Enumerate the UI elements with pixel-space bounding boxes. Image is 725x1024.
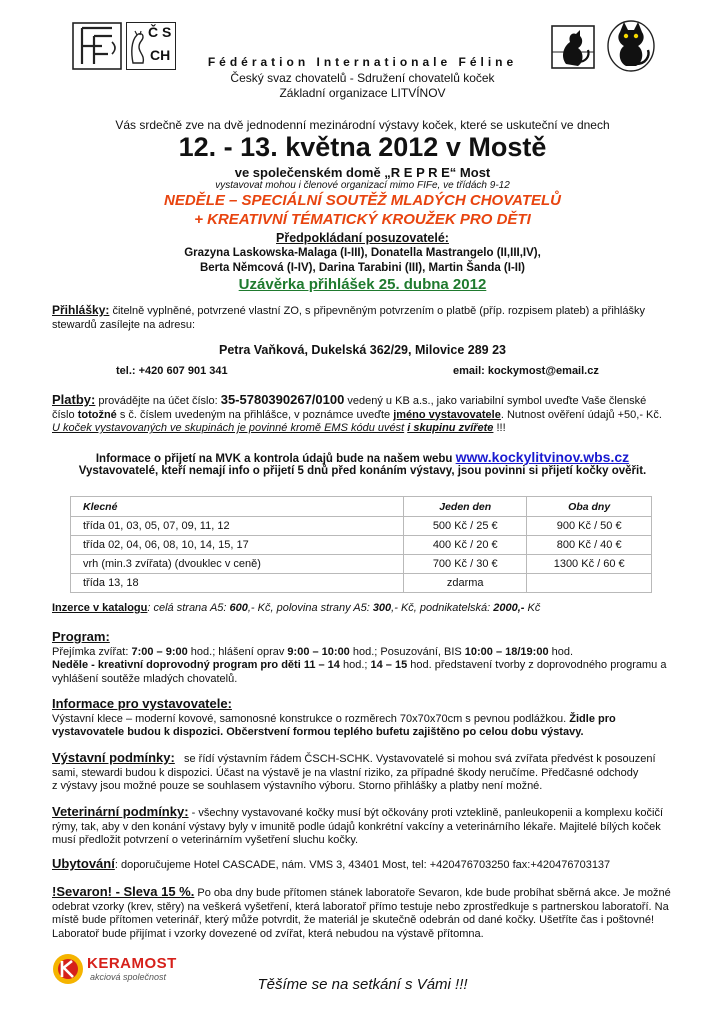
accommodation-section [52,857,677,873]
show-rules-l2: sami, stewardi budou k dispozici. Účast na výstavě je na vlastní riziko, za případné škody neručíme. Předčasné odchody [52,766,639,779]
table-row [71,574,652,593]
accommodation-heading: Ubytování [52,856,115,871]
catalog-ads-v1: 600 [229,602,248,614]
payments-pre: provádějte na účet číslo: [98,395,218,407]
judges-heading: Předpokládaní posuzovatelé: [276,231,449,245]
table-header-row [71,497,652,517]
program-l2a: Neděle - kreativní doprovodný program pro děti 11 – 14 [52,659,340,671]
payments-l2b: totožné [77,408,117,421]
exhibitor-info-l1b: Židle pro [569,712,616,725]
sevaron-l4: Laboratoř bude přijímat i vzorky dovezené od zvířat, která nebudou na výstavě přítomna. [52,927,484,940]
venue: ve společenském domě „R E P R E“ Most [234,165,491,180]
exhibitor-info-heading: Informace pro vystavovatele: [52,696,232,711]
table-row [71,555,652,574]
catalog-ads-c: ,- Kč, podnikatelská: [391,602,494,614]
show-rules-l3: z výstavy jsou možné pouze se souhlasem výstavního výboru. Storno přihlášky a platby není možné. [52,780,543,792]
catalog-ads-label: Inzerce v katalogu [52,602,148,614]
header-klecne: Klecné [71,497,404,517]
header-both-days: Oba dny [527,497,652,517]
program-l1d: 9:00 – 10:00 [287,645,350,658]
table-row [71,517,652,536]
payments-l3b: i skupinu zvířete [407,422,494,434]
website-link[interactable]: www.kockylitvinov.wbs.cz [455,449,630,465]
program-l1g: hod. [548,645,574,658]
csch-letter-c: Č [148,24,159,40]
sponsor-subtitle: akciová společnost [90,972,167,982]
header-line3: Základní organizace LITVÍNOV [279,86,446,100]
federation-name: Fédération Internationale Féline [207,55,518,69]
payments-label: Platby: [52,392,96,407]
judges-line2: Berta Němcová (I-IV), Darina Tarabini (III), Martin Šanda (I-II) [199,262,526,274]
header-one-day: Jeden den [404,497,527,517]
contact-phone: tel.: +420 607 901 341 [116,365,228,377]
exhibitor-info-l2: vystavovatele budou k dispozici. Občerstvení formou teplého bufetu zajištěno po celou dobu výstavy. [52,726,584,738]
header-line2: Český svaz chovatelů - Sdružení chovatelů koček [230,71,495,85]
program-l1e: hod.; Posuzování, BIS [349,645,465,658]
payments-l2c: s č. číslem uvedeným na přihlášce, v poznámce uveďte [119,408,391,421]
invite-intro: Vás srdečně zve na dvě jednodenní mezinárodní výstavy koček, které se uskuteční ve dnech [115,118,610,132]
program-l2c: 14 – 15 [370,659,408,671]
mailing-address: Petra Vaňková, Dukelská 362/29, Milovice 289 23 [219,343,506,357]
sevaron-l1: Po oba dny bude přítomen stánek laboratoře Sevaron, kde bude probíhat sběrná akce. Je možné [197,887,671,899]
web-info-text: Informace o přijetí na MVK a kontrola údajů bude na našem webu [95,453,453,465]
vet-rules-l3: musí předložit potvrzení o veterinárním vyšetření sluchu kočky. [52,834,359,846]
program-l1f: 10:00 – 18/19:00 [464,645,549,658]
program-l2b: hod.; [339,659,371,671]
cell-both-days [527,574,652,593]
show-rules-section [52,751,677,794]
catalog-ads-v2: 300 [372,602,392,614]
applications-label: Přihlášky: [52,303,110,317]
vet-rules-section [52,805,677,848]
show-rules-heading: Výstavní podmínky: [52,750,175,765]
vet-rules-heading: Veterinární podmínky: [52,804,189,819]
cell-both-days: 900 Kč / 50 € [527,517,652,536]
payments-l2a: číslo [52,408,75,421]
cell-class: třída 13, 18 [71,574,404,593]
cell-class: třída 01, 03, 05, 07, 09, 11, 12 [71,517,404,536]
program-l3: vyhlášení soutěže mladých chovatelů. [52,672,238,685]
cell-one-day: 400 Kč / 20 € [404,536,527,555]
cage-fee-table [70,496,652,593]
payments-l2e: . Nutnost ověření údajů +50,- Kč. [500,408,662,421]
applications-text2: stewardů zasílejte na adresu: [52,318,196,331]
acceptance-warning: Vystavovatelé, kteří nemají info o přijetí 5 dnů před konáním výstavy, jsou povinni si přijetí kočky ověřit. [78,465,647,477]
contact-email: email: kockymost@email.cz [453,365,599,377]
web-info-line [0,449,725,465]
bank-account: 35-5780390267/0100 [220,392,345,407]
exhibitor-info-section [52,697,677,740]
catalog-ads [52,602,677,616]
payments-post: vedený u KB a.s., jako variabilní symbol uveďte Vaše členské [347,395,647,407]
entry-deadline: Uzávěrka přihlášek 25. dubna 2012 [238,276,487,293]
csch-letter-s: S [162,24,172,40]
payments-l2d: jméno vystavovatele [393,408,501,421]
table-row [71,536,652,555]
sevaron-l3: místě bude přítomen veterinář, který může potvrdit, že materiál je skutečně odebrán od dané kočky. Ušetříte čas i poštovné! [52,914,655,926]
event-date-title: 12. - 13. května 2012 v Mostě [178,132,547,162]
catalog-ads-v3: 2000,- [493,602,525,614]
payments-l3c: !!! [496,422,506,434]
show-rules-l1: se řídí výstavním řádem ČSCH-SCHK. Vystavovatelé si mohou svá zvířata předvést k posouzení [183,753,656,765]
catalog-ads-d: Kč [524,602,541,614]
catalog-ads-a: : celá strana A5: [147,602,230,614]
csch-letter-ch: CH [150,47,171,63]
cell-one-day: 700 Kč / 30 € [404,555,527,574]
vet-rules-l2: rýmy, tak, aby v den konání výstavy byly v imunitě podle údajů konkrétní vakcíny a veterinárního lékaře. Majitelé bílých koček [52,820,661,833]
payments-section [52,393,677,436]
judges-line1: Grazyna Laskowska-Malaga (I-III), Donatella Mastrangelo (II,III,IV), [184,247,541,259]
sevaron-l2: odebrat vzorky (krev, stěry) na veškerá vyšetření, která laboratoř přímo testuje nebo zprostředkuje s partnerskou laboratoří. Na [52,900,669,913]
sevaron-section [52,885,677,941]
accommodation-text: : doporučujeme Hotel CASCADE, nám. VMS 3, 43401 Most, tel: +420476703250 fax:+420476703137 [114,859,611,871]
special-competition: NEDĚLE – SPECIÁLNÍ SOUTĚŽ MLADÝCH CHOVATELŮ [164,192,561,209]
applications-section [52,304,677,332]
program-section [52,630,677,686]
cell-both-days: 1300 Kč / 60 € [527,555,652,574]
membership-note: vystavovat mohou i členové organizací mimo FIFe, ve třídách 9-12 [215,180,510,191]
exhibitor-info-l1a: Výstavní klece – moderní kovové, samonosné konstrukce o rozměrech 70x70x70cm s pevnou podlážkou. [52,712,570,725]
program-l2d: hod. představení tvorby z doprovodného programu a [407,659,667,671]
cell-class: vrh (min.3 zvířata) (dvouklec v ceně) [71,555,404,574]
applications-text1: čitelně vyplněné, potvrzené vlastní ZO, s připevněným potvrzením o platbě (příp. rozpisem plateb) a přihlášky [112,305,645,317]
program-l1c: hod.; hlášení oprav [187,645,288,658]
cell-one-day: zdarma [404,574,527,593]
closing-greeting: Těšíme se na setkání s Vámi !!! [257,976,468,993]
program-l1b: 7:00 – 9:00 [131,645,188,658]
cell-both-days: 800 Kč / 40 € [527,536,652,555]
payments-l3a: U koček vystavovaných ve skupinách je povinné kromě EMS kódu uvést [52,422,405,434]
program-l1a: Přejímka zvířat: [52,645,132,658]
cell-one-day: 500 Kč / 25 € [404,517,527,536]
vet-rules-l1: - všechny vystavované kočky musí být očkovány proti vzteklině, panleukopenii a komplexu kočičí [191,807,663,819]
sponsor-name: KERAMOST [87,955,177,972]
cell-class: třída 02, 04, 06, 08, 10, 14, 15, 17 [71,536,404,555]
program-heading: Program: [52,629,110,644]
sevaron-heading: !Sevaron! - Sleva 15 %. [52,884,195,899]
catalog-ads-b: ,- Kč, polovina strany A5: [247,602,373,614]
kids-workshop: + KREATIVNÍ TÉMATICKÝ KROUŽEK PRO DĚTI [194,211,531,228]
